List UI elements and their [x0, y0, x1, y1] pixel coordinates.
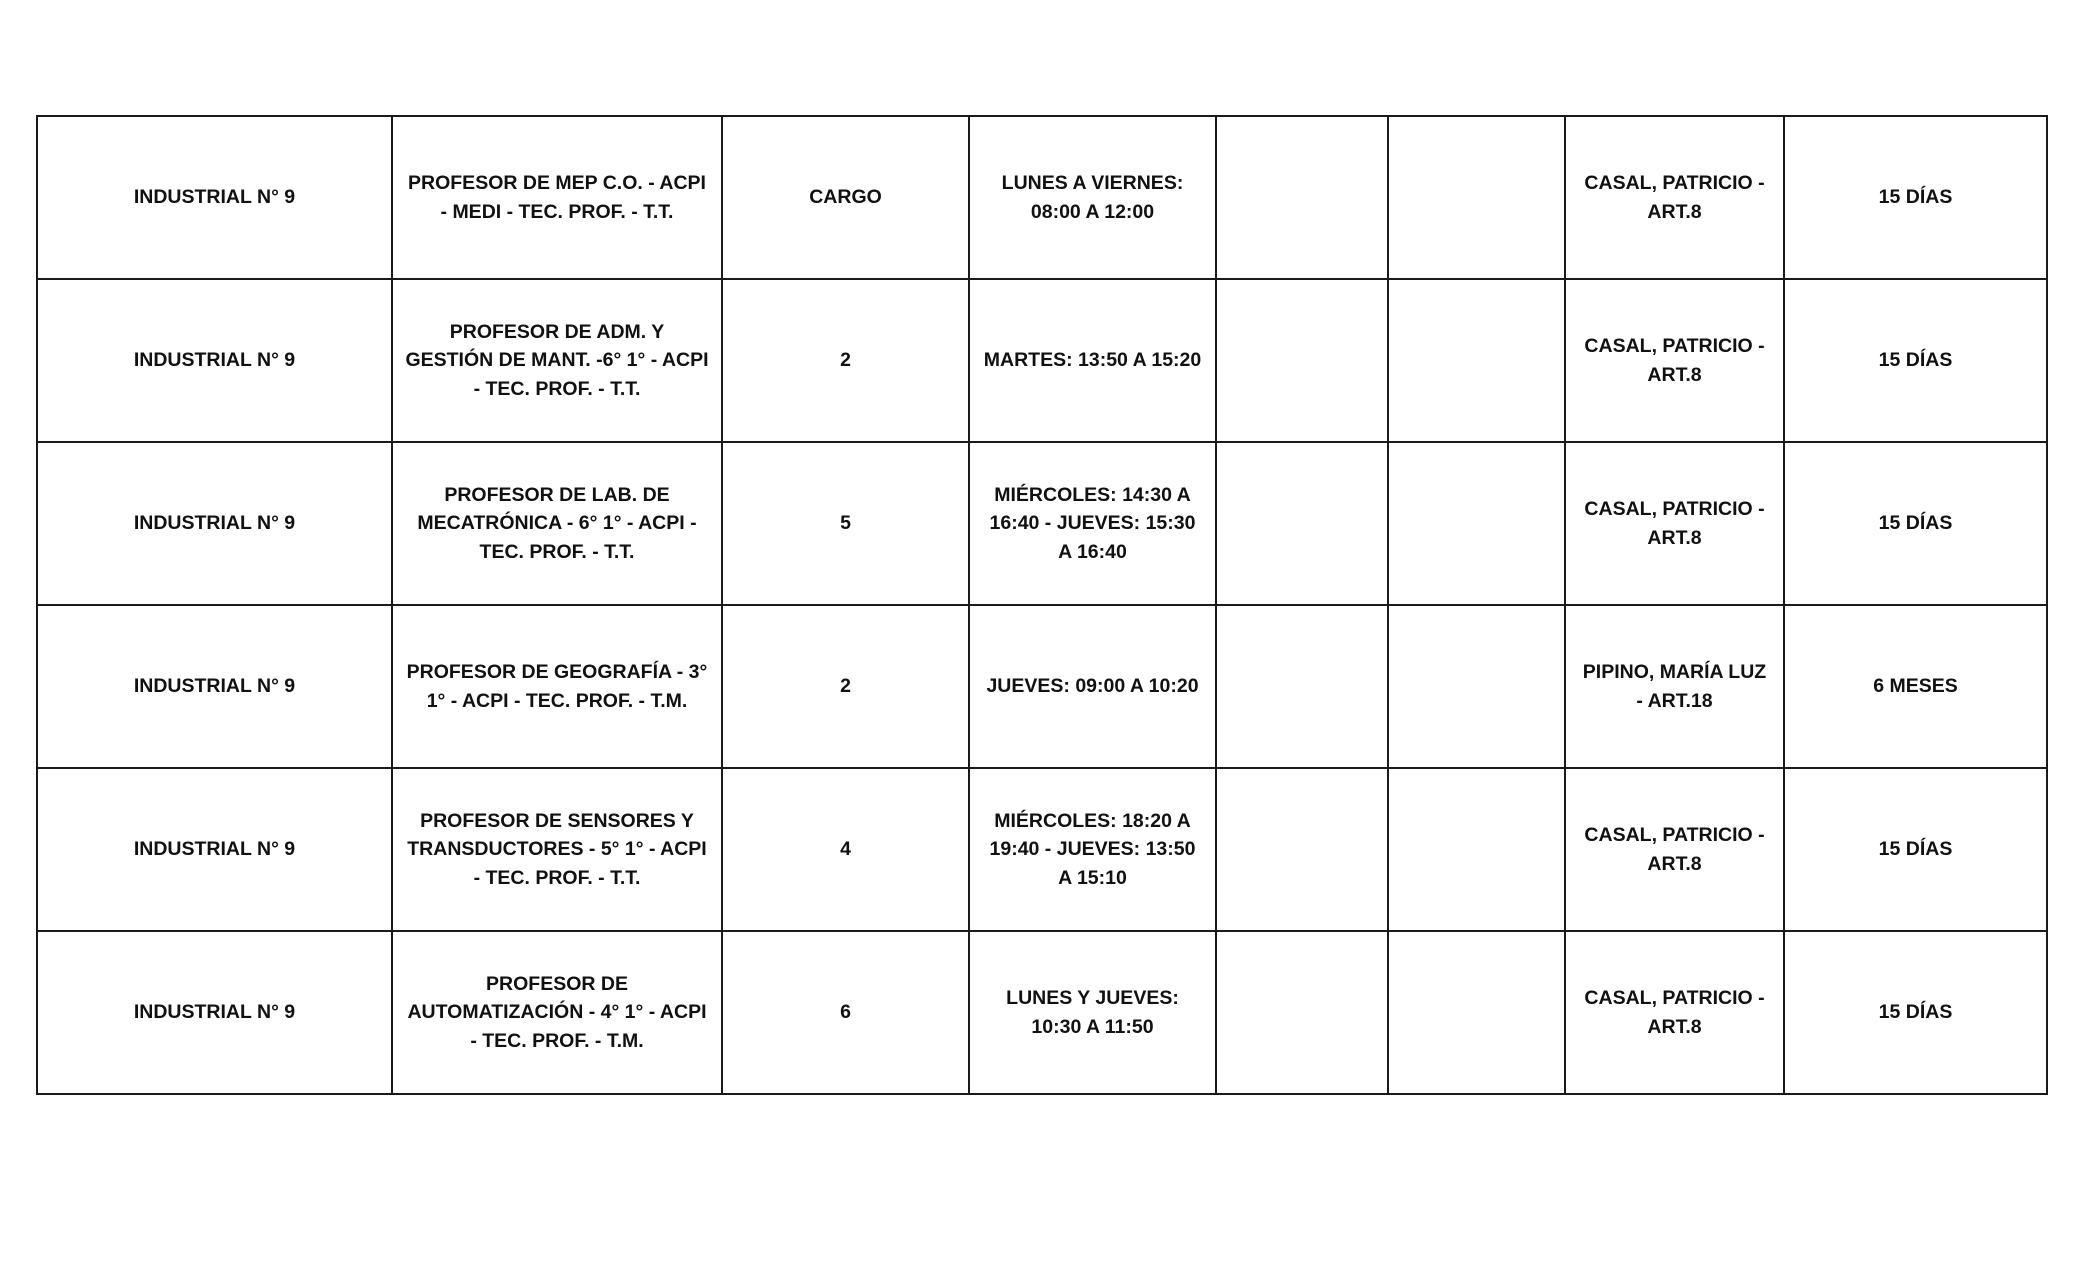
schedule-table-body [37, 116, 2047, 1094]
table-row [37, 442, 2047, 605]
cell-motivo: CASAL, PATRICIO - ART.8 [1565, 116, 1784, 279]
cell-cargo-asignatura: PROFESOR DE MEP C.O. - ACPI - MEDI - TEC. PROF. - T.T. [392, 116, 722, 279]
cell-motivo: PIPINO, MARÍA LUZ - ART.18 [1565, 605, 1784, 768]
cell-horario: JUEVES: 09:00 A 10:20 [969, 605, 1216, 768]
table-row [37, 116, 2047, 279]
schedule-table [36, 115, 2048, 1095]
cell-col5 [1216, 442, 1388, 605]
cell-horario: LUNES A VIERNES: 08:00 A 12:00 [969, 116, 1216, 279]
cell-establecimiento: INDUSTRIAL N° 9 [37, 279, 392, 442]
cell-motivo: CASAL, PATRICIO - ART.8 [1565, 931, 1784, 1094]
cell-horas: 5 [722, 442, 969, 605]
cell-cargo-asignatura: PROFESOR DE GEOGRAFÍA - 3° 1° - ACPI - TEC. PROF. - T.M. [392, 605, 722, 768]
cell-col5 [1216, 605, 1388, 768]
cell-duracion: 15 DÍAS [1784, 442, 2047, 605]
cell-establecimiento: INDUSTRIAL N° 9 [37, 931, 392, 1094]
cell-duracion: 6 MESES [1784, 605, 2047, 768]
cell-horario: MIÉRCOLES: 18:20 A 19:40 - JUEVES: 13:50 A 15:10 [969, 768, 1216, 931]
cell-duracion: 15 DÍAS [1784, 931, 2047, 1094]
cell-horas: CARGO [722, 116, 969, 279]
table-row [37, 768, 2047, 931]
cell-col6 [1388, 768, 1565, 931]
cell-horario: MARTES: 13:50 A 15:20 [969, 279, 1216, 442]
table-row [37, 931, 2047, 1094]
cell-col5 [1216, 279, 1388, 442]
cell-motivo: CASAL, PATRICIO - ART.8 [1565, 768, 1784, 931]
cell-cargo-asignatura: PROFESOR DE ADM. Y GESTIÓN DE MANT. -6° 1° - ACPI - TEC. PROF. - T.T. [392, 279, 722, 442]
cell-motivo: CASAL, PATRICIO - ART.8 [1565, 442, 1784, 605]
cell-horas: 2 [722, 279, 969, 442]
cell-cargo-asignatura: PROFESOR DE AUTOMATIZACIÓN - 4° 1° - ACPI - TEC. PROF. - T.M. [392, 931, 722, 1094]
cell-horas: 2 [722, 605, 969, 768]
cell-horario: LUNES Y JUEVES: 10:30 A 11:50 [969, 931, 1216, 1094]
cell-horas: 6 [722, 931, 969, 1094]
cell-duracion: 15 DÍAS [1784, 116, 2047, 279]
cell-col6 [1388, 442, 1565, 605]
cell-col5 [1216, 116, 1388, 279]
cell-cargo-asignatura: PROFESOR DE SENSORES Y TRANSDUCTORES - 5° 1° - ACPI - TEC. PROF. - T.T. [392, 768, 722, 931]
cell-col6 [1388, 116, 1565, 279]
cell-establecimiento: INDUSTRIAL N° 9 [37, 442, 392, 605]
cell-motivo: CASAL, PATRICIO - ART.8 [1565, 279, 1784, 442]
cell-duracion: 15 DÍAS [1784, 768, 2047, 931]
cell-col5 [1216, 768, 1388, 931]
cell-col6 [1388, 605, 1565, 768]
cell-duracion: 15 DÍAS [1784, 279, 2047, 442]
cell-col5 [1216, 931, 1388, 1094]
cell-establecimiento: INDUSTRIAL N° 9 [37, 768, 392, 931]
table-row [37, 605, 2047, 768]
cell-establecimiento: INDUSTRIAL N° 9 [37, 116, 392, 279]
table-row [37, 279, 2047, 442]
cell-horas: 4 [722, 768, 969, 931]
cell-col6 [1388, 931, 1565, 1094]
schedule-table-container [36, 115, 2046, 1095]
cell-horario: MIÉRCOLES: 14:30 A 16:40 - JUEVES: 15:30 A 16:40 [969, 442, 1216, 605]
cell-col6 [1388, 279, 1565, 442]
cell-cargo-asignatura: PROFESOR DE LAB. DE MECATRÓNICA - 6° 1° - ACPI - TEC. PROF. - T.T. [392, 442, 722, 605]
cell-establecimiento: INDUSTRIAL N° 9 [37, 605, 392, 768]
